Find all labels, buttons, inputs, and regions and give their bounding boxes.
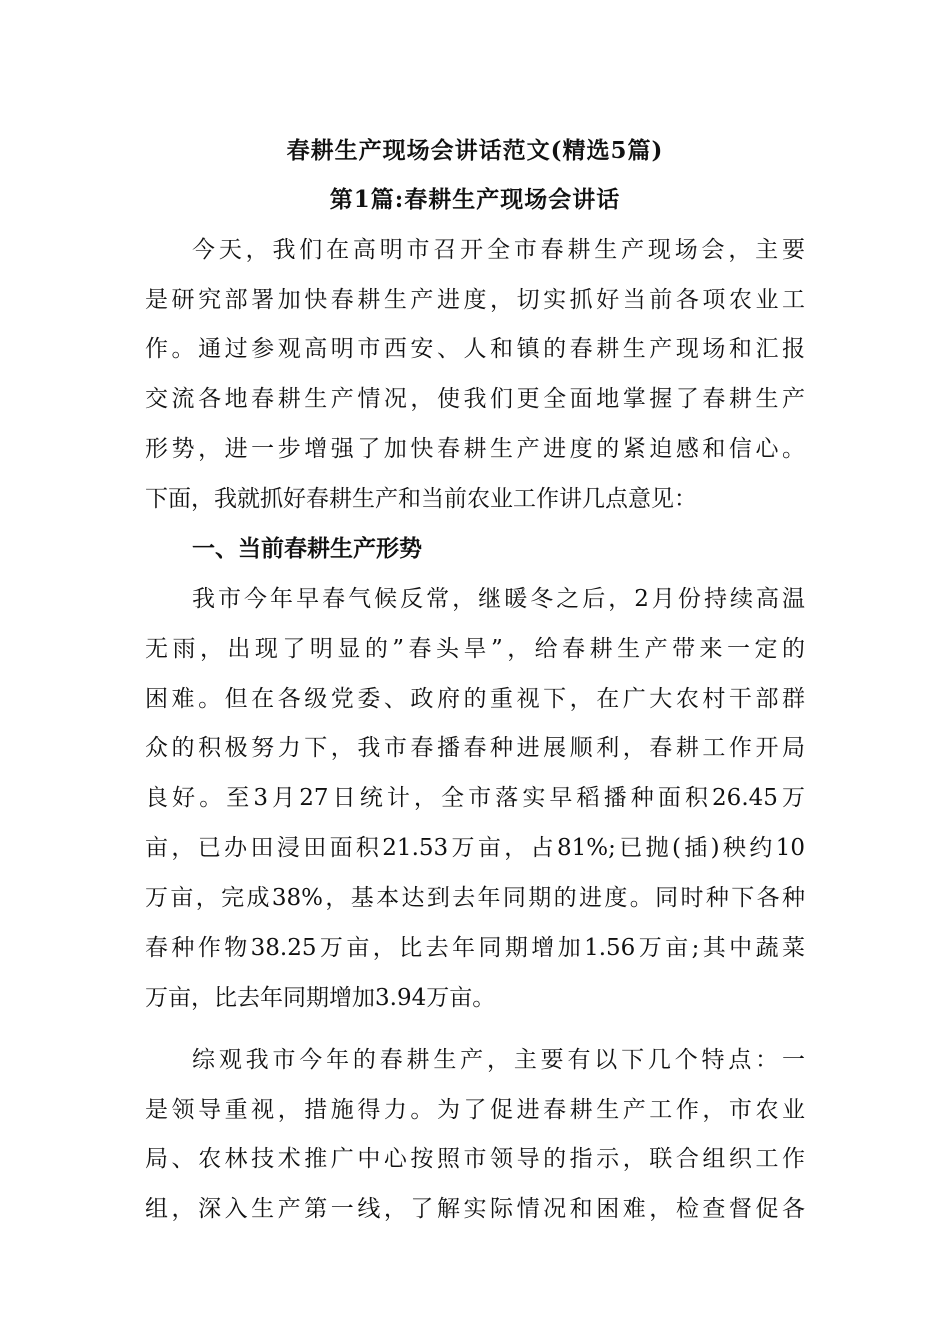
- paragraph-2-line: 万亩，比去年同期增加3.94万亩。: [145, 985, 496, 1011]
- paragraph-1-line: 今天，我们在高明市召开全市春耕生产现场会，主要: [192, 237, 805, 263]
- paragraph-2-line: 亩，已办田浸田面积21.53万亩，占81%;已抛(插)秧约10: [145, 835, 805, 861]
- paragraph-2-line: 春种作物38.25万亩，比去年同期增加1.56万亩;其中蔬菜: [145, 935, 805, 961]
- paragraph-2-line: 我市今年早春气候反常，继暖冬之后，2月份持续高温: [192, 586, 805, 612]
- document-title: 春耕生产现场会讲话范文(精选5篇): [286, 137, 664, 164]
- paragraph-2-line: 万亩，完成38%，基本达到去年同期的进度。同时种下各种: [145, 885, 805, 911]
- paragraph-3-line: 综观我市今年的春耕生产，主要有以下几个特点：一: [192, 1047, 805, 1073]
- paragraph-3-line: 局、农林技术推广中心按照市领导的指示，联合组织工作: [145, 1146, 805, 1172]
- paragraph-2-line: 无雨，出现了明显的”春头旱”，给春耕生产带来一定的: [145, 636, 805, 662]
- paragraph-1-line: 作。通过参观高明市西安、人和镇的春耕生产现场和汇报: [145, 336, 805, 362]
- paragraph-1-line: 形势，进一步增强了加快春耕生产进度的紧迫感和信心。: [145, 436, 805, 462]
- paragraph-1-line: 下面，我就抓好春耕生产和当前农业工作讲几点意见：: [145, 486, 697, 512]
- paragraph-2-line: 众的积极努力下，我市春播春种进展顺利，春耕工作开局: [145, 735, 805, 761]
- chapter-title: 第1篇:春耕生产现场会讲话: [329, 186, 621, 213]
- paragraph-1-line: 是研究部署加快春耕生产进度，切实抓好当前各项农业工: [145, 287, 805, 313]
- paragraph-2-line: 困难。但在各级党委、政府的重视下，在广大农村干部群: [145, 686, 805, 712]
- paragraph-3-line: 组，深入生产第一线，了解实际情况和困难，检查督促各: [145, 1196, 805, 1222]
- section-heading: 一、当前春耕生产形势: [192, 535, 422, 562]
- paragraph-2-line: 良好。至3月27日统计，全市落实早稻播种面积26.45万: [145, 785, 805, 811]
- paragraph-1-line: 交流各地春耕生产情况，使我们更全面地掌握了春耕生产: [145, 386, 805, 412]
- paragraph-3-line: 是领导重视，措施得力。为了促进春耕生产工作，市农业: [145, 1097, 805, 1123]
